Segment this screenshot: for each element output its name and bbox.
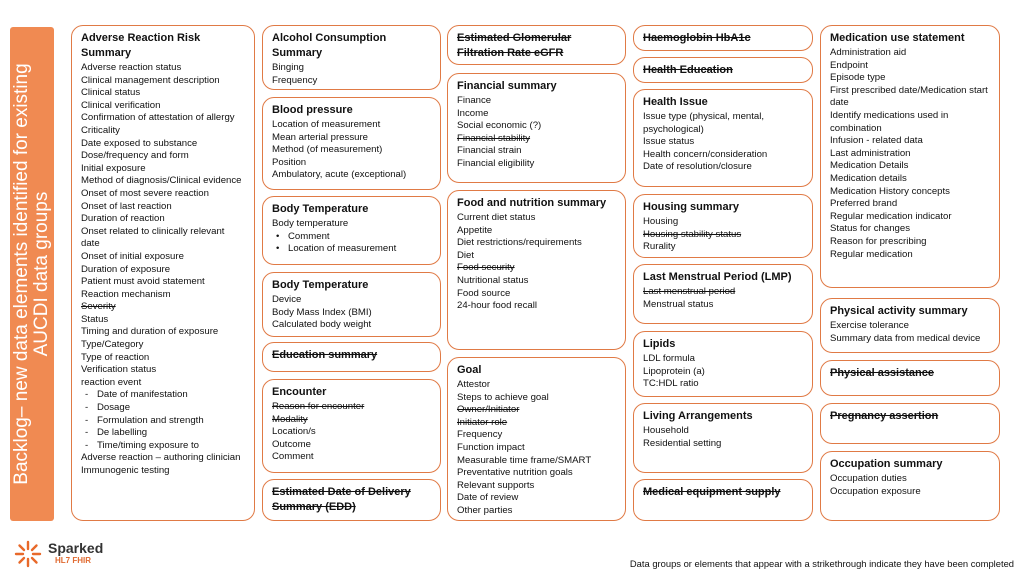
card-title: Food and nutrition summary — [457, 197, 607, 209]
data-element-item: Occupation duties — [830, 473, 907, 484]
card-title: Housing summary — [643, 201, 739, 213]
data-element-item: Last menstrual period — [643, 286, 736, 297]
data-element-item: Housing — [643, 216, 679, 227]
data-element-item: Summary data from medical device — [830, 332, 981, 344]
data-element-item: 24-hour food recall — [457, 300, 537, 312]
card-meduse — [820, 25, 1000, 288]
card-housing — [633, 194, 813, 258]
data-element-item: Food security — [457, 262, 515, 274]
data-element-item: Steps to achieve goal — [457, 391, 549, 403]
data-element-item: - Formulation and strength — [81, 415, 245, 428]
card-title: Pregnancy assertion — [830, 410, 939, 422]
data-element-item: Mean arterial pressure — [272, 131, 368, 143]
sparked-logo — [12, 536, 122, 572]
data-element-item: Lipoprotein (a) — [643, 365, 705, 377]
data-element-item: Food source — [457, 287, 511, 299]
data-element-item: Status — [81, 313, 109, 325]
card-title: Occupation summary — [830, 458, 943, 470]
data-element-item: Menstrual status — [643, 298, 714, 310]
data-element-item: Nutritional status — [457, 274, 529, 286]
card-adverse — [71, 25, 255, 521]
data-element-item: Initiator role — [457, 416, 508, 428]
data-element-item: Comment — [272, 451, 314, 463]
data-element-item: Modality — [272, 413, 308, 425]
data-element-item: Endpoint — [830, 59, 868, 71]
data-element-item: Status for changes — [830, 223, 910, 235]
data-element-item: Attestor — [457, 379, 491, 390]
data-element-item: Verification status — [81, 364, 157, 376]
card-encounter — [262, 379, 441, 473]
footnote: Data groups or elements that appear with a strikethrough indicate they have been completed — [629, 558, 1014, 569]
data-element-item: Location/s — [272, 426, 316, 438]
data-element-item: Household — [643, 425, 689, 436]
data-element-item: - De labelling — [81, 427, 245, 440]
data-element-item: Last administration — [830, 147, 911, 159]
card-occupation — [820, 451, 1000, 521]
data-element-item: Financial strain — [457, 145, 522, 157]
data-element-item: Clinical status — [81, 87, 141, 99]
logo-subtitle: HL7 FHIR — [55, 556, 91, 565]
card-alcohol — [262, 25, 441, 90]
data-element-item: Rurality — [643, 241, 676, 253]
data-element-item: Financial eligibility — [457, 157, 535, 169]
data-element-item: First prescribed date/Medication start date — [830, 84, 988, 109]
data-element-item: Onset related to clinically relevant date — [81, 225, 225, 250]
data-element-item: Binging — [272, 62, 305, 73]
card-temp2 — [262, 272, 441, 337]
card-title: Haemoglobin HbA1c — [643, 32, 751, 44]
data-element-item: Type of reaction — [81, 351, 150, 363]
data-element-item: Relevant supports — [457, 479, 535, 491]
data-element-item: Frequency — [272, 74, 318, 86]
card-title: Goal — [457, 364, 482, 376]
card-healthissue — [633, 89, 813, 187]
card-title: Living Arrangements — [643, 410, 753, 422]
data-element-item: Medication Details — [830, 160, 909, 172]
data-element-item: Duration of exposure — [81, 263, 171, 275]
data-element-item: Ambulatory, acute (exceptional) — [272, 169, 407, 181]
data-element-item: reaction event — [81, 376, 142, 388]
card-title: Estimated Date of Delivery Summary (EDD) — [272, 486, 411, 513]
data-element-item: Outcome — [272, 438, 311, 450]
data-element-item: - Time/timing exposure to — [81, 440, 245, 453]
card-title: Health Issue — [643, 96, 708, 108]
data-element-item: - Date of manifestation — [81, 389, 245, 402]
data-element-item: Income — [457, 107, 489, 119]
data-element-item: Other parties — [457, 504, 513, 516]
data-element-item: Finance — [457, 95, 492, 106]
data-element-item: Diet — [457, 249, 475, 261]
data-element-item: Date exposed to substance — [81, 137, 198, 149]
card-title: Lipids — [643, 338, 676, 350]
data-element-item: Administration aid — [830, 47, 907, 58]
data-element-item: Issue status — [643, 136, 695, 148]
data-element-item: Frequency — [457, 429, 503, 441]
data-element-item: Immunogenic testing — [81, 465, 170, 476]
data-element-item: Measurable time frame/SMART — [457, 454, 592, 466]
card-lipids — [633, 331, 813, 397]
data-element-item: Adverse reaction status — [81, 62, 182, 73]
data-element-item: Reason for prescribing — [830, 235, 927, 247]
data-element-item: Device — [272, 294, 302, 305]
data-element-item: Onset of initial exposure — [81, 250, 184, 262]
card-title: Physical assistance — [830, 367, 934, 379]
data-element-item: Diet restrictions/requirements — [457, 237, 582, 249]
card-title: Education summary — [272, 349, 378, 361]
data-element-item: Regular medication indicator — [830, 210, 952, 222]
sparked-logo-icon — [12, 538, 44, 570]
data-element-item: Onset of most severe reaction — [81, 187, 209, 199]
data-element-item: Episode type — [830, 72, 886, 84]
side-banner — [10, 27, 54, 521]
card-edd — [262, 479, 441, 521]
data-element-item: • Comment — [272, 231, 431, 244]
data-element-item: Current diet status — [457, 212, 536, 223]
card-living — [633, 403, 813, 473]
data-element-item: • Location of measurement — [272, 243, 431, 256]
data-element-item: Dose/frequency and form — [81, 150, 189, 162]
data-element-item: Position — [272, 156, 307, 168]
data-element-item: Location of measurement — [272, 119, 381, 130]
card-title: Financial summary — [457, 80, 557, 92]
data-element-item: Appetite — [457, 224, 493, 236]
data-element-item: TC:HDL ratio — [643, 378, 699, 390]
card-education — [262, 342, 441, 372]
card-title: Last Menstrual Period (LMP) — [643, 271, 792, 283]
card-healthed — [633, 57, 813, 83]
data-element-item: Occupation exposure — [830, 485, 921, 497]
data-element-item: Issue type (physical, mental, psychological) — [643, 111, 765, 135]
data-element-item: Clinical verification — [81, 99, 161, 111]
data-element-item: Duration of reaction — [81, 213, 165, 225]
banner-text — [12, 34, 52, 514]
data-element-item: Medication History concepts — [830, 185, 950, 197]
card-title: Medical equipment supply — [643, 486, 781, 498]
data-element-item: Clinical management description — [81, 74, 220, 86]
data-element-item: - Dosage — [81, 402, 245, 415]
data-element-item: Criticality — [81, 124, 120, 136]
banner-line-1: Backlog– new data elements identified for existing — [11, 63, 32, 485]
card-lmp — [633, 264, 813, 324]
card-title: Encounter — [272, 386, 327, 398]
card-medequip — [633, 479, 813, 521]
card-food — [447, 190, 626, 350]
data-element-item: Date of review — [457, 492, 519, 504]
data-element-item: Residential setting — [643, 437, 722, 449]
data-element-item: Medication details — [830, 172, 907, 184]
card-goal — [447, 357, 626, 521]
data-element-item: Preferred brand — [830, 198, 898, 210]
data-element-item: Reason for encounter — [272, 401, 365, 412]
data-element-item: Confirmation of attestation of allergy — [81, 112, 235, 124]
card-pregnancy — [820, 403, 1000, 444]
data-element-item: Function impact — [457, 441, 525, 453]
data-element-item: Body temperature — [272, 218, 349, 229]
data-element-item: Onset of last reaction — [81, 200, 172, 212]
card-physact — [820, 298, 1000, 353]
data-element-item: Method (of measurement) — [272, 144, 383, 156]
data-element-item: Calculated body weight — [272, 319, 372, 331]
data-element-item: Financial stability — [457, 132, 531, 144]
data-element-item: Severity — [81, 301, 116, 313]
data-element-item: Owner/Initiator — [457, 404, 520, 416]
card-title: Physical activity summary — [830, 305, 968, 317]
logo-wordmark: Sparked — [48, 540, 104, 556]
data-element-item: Patient must avoid statement — [81, 276, 205, 288]
banner-line-2: AUCDI data groups — [31, 191, 52, 357]
data-element-item: Exercise tolerance — [830, 320, 909, 331]
card-title: Estimated Glomerular Filtration Rate eGFR — [457, 32, 572, 59]
data-element-item: Date of resolution/closure — [643, 161, 752, 173]
card-title: Health Education — [643, 64, 733, 76]
card-title: Body Temperature — [272, 279, 369, 291]
data-element-item: Timing and duration of exposure — [81, 326, 219, 338]
data-element-item: Type/Category — [81, 339, 144, 351]
card-physassist — [820, 360, 1000, 396]
card-title: Blood pressure — [272, 104, 353, 116]
card-financial — [447, 73, 626, 183]
data-element-item: Identify medications used in combination — [830, 109, 949, 134]
data-element-item: Infusion - related data — [830, 135, 923, 147]
data-element-item: Health concern/consideration — [643, 148, 768, 160]
data-element-item: Social economic (?) — [457, 120, 542, 132]
card-title: Body Temperature — [272, 203, 369, 215]
data-element-item: Housing stability status — [643, 228, 742, 240]
data-element-item: LDL formula — [643, 353, 695, 364]
data-element-item: Initial exposure — [81, 162, 146, 174]
data-element-item: Reaction mechanism — [81, 288, 171, 300]
card-egfr — [447, 25, 626, 65]
data-element-item: Regular medication — [830, 248, 913, 260]
data-element-item: Method of diagnosis/Clinical evidence — [81, 175, 242, 187]
card-title: Alcohol Consumption Summary — [272, 32, 387, 59]
data-element-item: Preventative nutrition goals — [457, 467, 573, 479]
card-title: Medication use statement — [830, 32, 965, 44]
card-bp — [262, 97, 441, 190]
card-temp1 — [262, 196, 441, 265]
data-element-item: Adverse reaction – authoring clinician — [81, 452, 241, 464]
card-hba1c — [633, 25, 813, 51]
card-title: Adverse Reaction Risk Summary — [81, 32, 201, 59]
data-element-item: Body Mass Index (BMI) — [272, 306, 372, 318]
